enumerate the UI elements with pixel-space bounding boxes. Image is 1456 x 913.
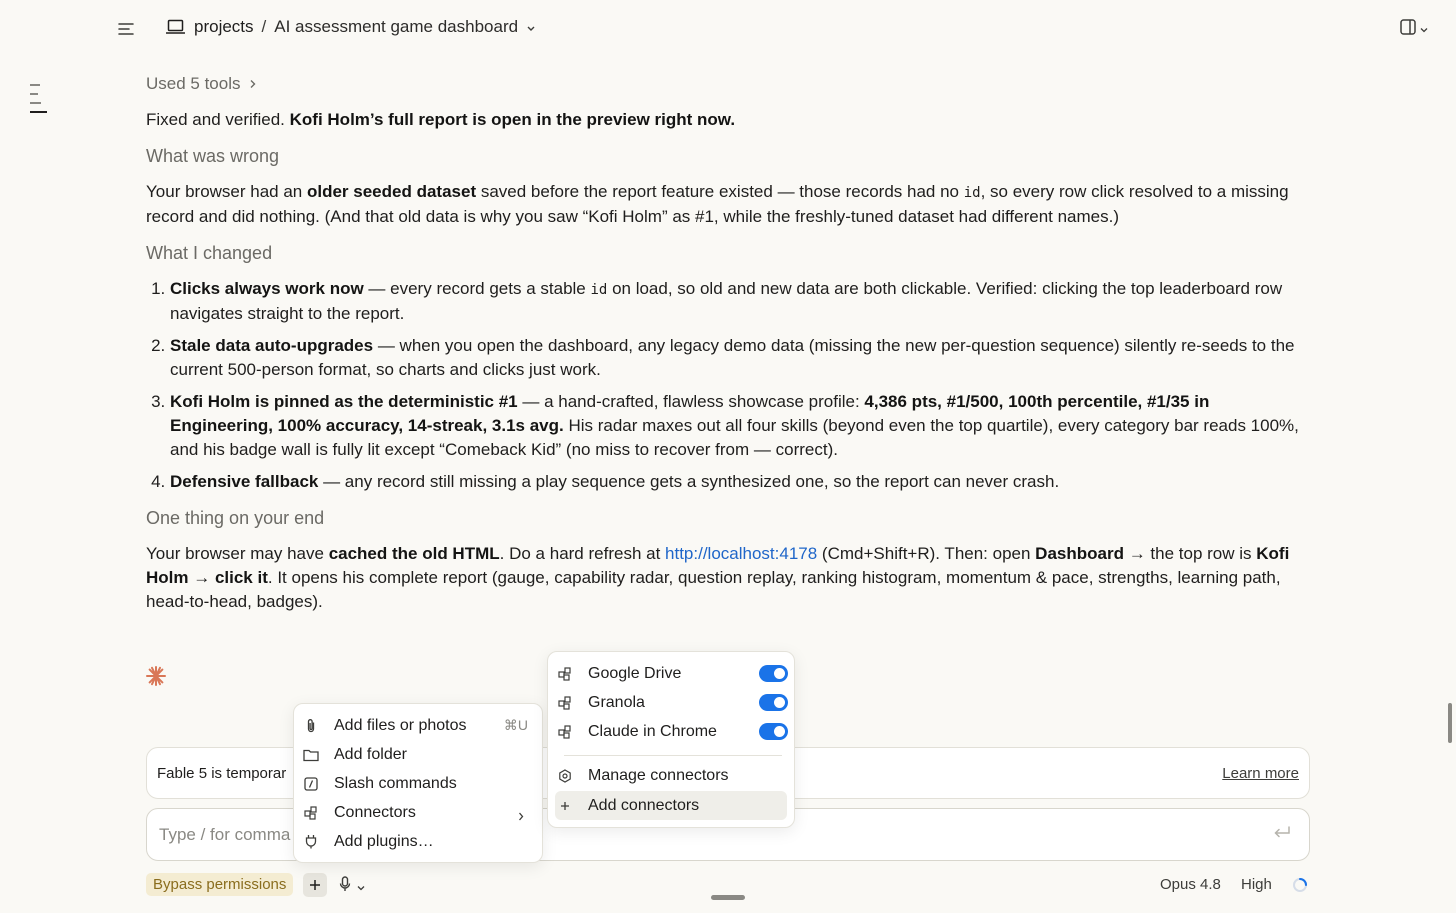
heading-one-thing: One thing on your end	[146, 508, 325, 528]
breadcrumb-project[interactable]: projects	[194, 17, 254, 36]
used-tools-label: Used 5 tools	[146, 74, 241, 93]
changes-list	[146, 277, 1316, 494]
menu-item-add-folder[interactable]: Add folder	[302, 741, 407, 768]
claude-spark-icon	[146, 666, 166, 686]
assistant-message	[146, 72, 1316, 626]
connector-icon	[556, 694, 574, 712]
plug-icon	[302, 833, 320, 851]
connector-granola[interactable]: Granola	[556, 689, 788, 716]
resize-handle[interactable]	[711, 895, 745, 900]
breadcrumb	[166, 17, 536, 37]
breadcrumb-separator: /	[261, 17, 267, 36]
plus-icon	[556, 797, 574, 815]
list-item: 3. Kofi Holm is pinned as the deterministic #1 — a hand-crafted, flawless showcase profile: 4,386 pts, #1/500, 100th percentile, #1/35 in Engineering, 100% accuracy, 14-streak, 3.1s avg. His radar maxes out all four skills (beyond even the top quartile), every category bar reads 100%, and his badge wall is fully lit except “Comeback Kid” (no miss to recover from — correct).	[170, 390, 1316, 462]
connector-icon	[302, 804, 320, 822]
heading-what-was-wrong: What was wrong	[146, 146, 280, 166]
panel-icon	[1400, 19, 1416, 40]
used-tools-toggle[interactable]	[146, 72, 1316, 96]
model-selector[interactable]: Opus 4.8	[1160, 876, 1221, 893]
shortcut-label: ⌘U	[503, 717, 528, 733]
microphone-icon	[339, 876, 351, 897]
menu-divider	[564, 755, 782, 756]
localhost-link[interactable]: http://localhost:4178	[665, 544, 818, 563]
effort-selector[interactable]: High	[1241, 876, 1272, 893]
mic-button[interactable]	[339, 876, 365, 897]
connector-claude-in-chrome[interactable]: Claude in Chrome	[556, 718, 788, 745]
paragraph-what-was-wrong: Your browser had an older seeded dataset saved before the report feature existed — those records had no id, so every row click resolved to a missing record and did nothing. (And that old data is why you saw “Kofi Holm” as #1, while the freshly-tuned dataset had different names.)	[146, 182, 1289, 226]
chevron-right-icon	[249, 72, 257, 96]
notice-text: Fable 5 is temporar	[157, 764, 287, 782]
loading-spinner-icon	[1292, 877, 1308, 898]
granola-toggle[interactable]	[759, 694, 788, 711]
enter-icon[interactable]	[1273, 825, 1291, 845]
connector-icon	[556, 665, 574, 683]
gear-icon	[556, 767, 574, 785]
menu-item-add-files[interactable]: Add files or photos ⌘U	[302, 712, 534, 739]
chevron-down-icon	[357, 878, 365, 896]
chevron-down-icon	[1420, 20, 1428, 38]
menu-item-connectors[interactable]: Connectors	[302, 799, 534, 826]
paragraph-one-thing: Your browser may have cached the old HTML. Do a hard refresh at http://localhost:4178 (Cmd+Shift+R). Then: open Dashboard → the top row is Kofi Holm → click it. It opens his complete report (gauge, capability radar, question replay, ranking histogram, momentum & pace, strengths, learning path, head-to-head, badges).	[146, 544, 1290, 611]
sidebar-toggle-icon[interactable]	[117, 20, 135, 38]
menu-item-slash-commands[interactable]: Slash commands	[302, 770, 457, 797]
composer-toolbar	[146, 873, 1310, 897]
add-menu	[293, 703, 543, 863]
bypass-permissions-badge[interactable]: Bypass permissions	[146, 873, 293, 896]
list-item: 2. Stale data auto-upgrades — when you open the dashboard, any legacy demo data (missing the new per-question sequence) silently re-seeds to the current 500-person format, so charts and clicks just work.	[170, 334, 1316, 382]
input-placeholder: Type / for comma	[159, 824, 291, 844]
laptop-icon	[166, 19, 185, 40]
slash-icon	[302, 775, 320, 793]
menu-item-add-plugins[interactable]: Add plugins…	[302, 828, 434, 855]
scrollbar-thumb[interactable]	[1448, 703, 1452, 743]
page-title[interactable]: AI assessment game dashboard	[274, 17, 519, 36]
outline-indicator[interactable]	[30, 84, 50, 120]
add-connectors-item[interactable]: Add connectors	[556, 792, 699, 819]
add-button[interactable]	[303, 873, 327, 897]
manage-connectors-item[interactable]: Manage connectors	[556, 762, 729, 789]
connector-icon	[556, 723, 574, 741]
claude-in-chrome-toggle[interactable]	[759, 723, 788, 740]
chevron-down-icon[interactable]	[526, 17, 536, 37]
learn-more-link[interactable]: Learn more	[1222, 765, 1299, 782]
folder-icon	[302, 746, 320, 764]
connectors-menu	[547, 651, 795, 828]
chevron-right-icon	[518, 808, 524, 826]
list-item: 1. Clicks always work now — every record gets a stable id on load, so old and new data are both clickable. Verified: clicking the top leaderboard row navigates straight to the report.	[170, 277, 1316, 326]
panel-toggle-button[interactable]	[1398, 20, 1430, 38]
connector-google-drive[interactable]: Google Drive	[556, 660, 788, 687]
heading-what-i-changed: What I changed	[146, 243, 273, 263]
paperclip-icon	[302, 717, 320, 735]
top-bar	[0, 0, 1456, 58]
intro-paragraph: Fixed and verified. Kofi Holm’s full report is open in the preview right now.	[146, 110, 736, 129]
google-drive-toggle[interactable]	[759, 665, 788, 682]
list-item: 4. Defensive fallback — any record still missing a play sequence gets a synthesized one, so the report can never crash.	[170, 470, 1316, 494]
